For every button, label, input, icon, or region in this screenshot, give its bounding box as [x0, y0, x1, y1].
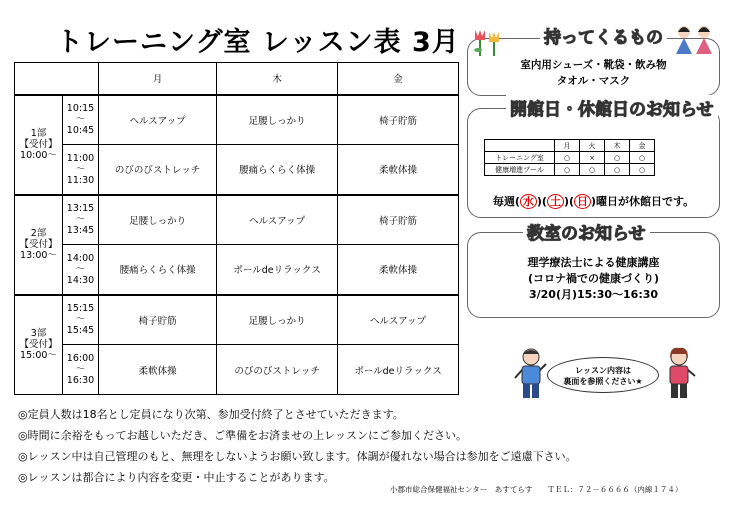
closed-day-wed: 水: [520, 194, 537, 209]
time-cell: 15:15 〜 15:45: [63, 295, 99, 345]
page-title: トレーニング室 レッスン表 3月: [56, 27, 460, 58]
header-blank: [15, 63, 99, 95]
time-cell: 14:00 〜 14:30: [63, 245, 99, 295]
bubble-line-1: レッスン内容は: [575, 366, 631, 375]
class-cell: 柔軟体操: [99, 345, 217, 395]
table-row: [15, 195, 459, 245]
time-cell: 16:00 〜 16:30: [63, 345, 99, 395]
notice-body: [468, 255, 719, 303]
class-cell: 腰痛らくらく体操: [99, 245, 217, 295]
class-cell: 柔軟体操: [338, 145, 459, 195]
open-mark: ○: [630, 164, 655, 176]
class-cell: 椅子貯筋: [99, 295, 217, 345]
table-row: [15, 245, 459, 295]
class-cell: ボールdeリラックス: [217, 245, 338, 295]
open-days-header: 月: [555, 140, 580, 152]
class-cell: ヘルスアップ: [338, 295, 459, 345]
bring-title: 持ってくるもの: [540, 23, 667, 48]
closed-day-sun: 日: [574, 194, 591, 209]
class-cell: 椅子貯筋: [338, 195, 459, 245]
speech-bubble: [547, 357, 659, 393]
notice-line-1: 理学療法士による健康講座: [527, 256, 660, 269]
bubble-line-2: 裏面を参照ください★: [563, 377, 643, 386]
table-row: [15, 145, 459, 195]
notice-box: [467, 224, 720, 318]
open-mark: ○: [555, 152, 580, 164]
time-cell: 11:00 〜 11:30: [63, 145, 99, 195]
notes-list: [18, 404, 577, 488]
dolls-icon: [672, 22, 718, 60]
table-row: [15, 345, 459, 395]
closed-days-line: 毎週( 水 )( 土 )( 日 )曜日が休館日です。: [492, 195, 695, 208]
header-day-mon: 月: [99, 63, 217, 95]
class-cell: 足腰しっかり: [217, 95, 338, 145]
woman-illustration: [660, 346, 698, 406]
open-mark: ○: [605, 164, 630, 176]
class-cell: 足腰しっかり: [99, 195, 217, 245]
class-cell: 柔軟体操: [338, 245, 459, 295]
part-label: 3部 【受付】 15:00〜: [15, 295, 63, 395]
open-mark: ○: [630, 152, 655, 164]
class-cell: ヘルスアップ: [99, 95, 217, 145]
note-item: ◎レッスンは都合により内容を変更・中止することがあります。: [18, 471, 335, 484]
facility-label: 健康増進プール: [485, 164, 555, 176]
bring-line-2: タオル・マスク: [556, 75, 631, 87]
man-illustration: [512, 346, 550, 406]
closed-days-box: [467, 100, 720, 218]
open-mark: ○: [555, 164, 580, 176]
note-item: ◎レッスン中は自己管理のもと、無理をしないようお願い致します。体調が優れない場合は参加をご遠慮下さい。: [18, 450, 577, 463]
time-cell: 10:15 〜 10:45: [63, 95, 99, 145]
part-label: 1部 【受付】 10:00〜: [15, 95, 63, 195]
table-row: [15, 295, 459, 345]
bring-line-1: 室内用シューズ・靴袋・飲み物: [520, 59, 667, 71]
note-item: ◎定員人数は18名とし定員になり次第、参加受付終了とさせていただきます。: [18, 408, 404, 421]
open-mark: ○: [605, 152, 630, 164]
class-cell: 腰痛らくらく体操: [217, 145, 338, 195]
open-mark: ○: [580, 164, 605, 176]
class-cell: のびのびストレッチ: [99, 145, 217, 195]
open-days-header-blank: [485, 140, 555, 152]
header-day-thu: 木: [217, 63, 338, 95]
open-days-header: 木: [605, 140, 630, 152]
notice-line-3: 3/20(月)15:30〜16:30: [528, 288, 659, 301]
closed-days-title: 開館日・休館日のお知らせ: [506, 95, 718, 120]
open-days-header: 金: [630, 140, 655, 152]
note-item: ◎時間に余裕をもってお越しいただき、ご準備をお済ませの上レッスンにご参加ください。: [18, 429, 468, 442]
class-cell: 足腰しっかり: [217, 295, 338, 345]
notice-line-2: (コロナ禍での健康づくり): [527, 272, 660, 285]
footer-contact: 小郡市総合保健福祉センター あすてらす ＴＥＬ：７２－６６６６（内線１７４）: [390, 485, 683, 494]
class-cell: ヘルスアップ: [217, 195, 338, 245]
class-cell: 椅子貯筋: [338, 95, 459, 145]
class-cell: のびのびストレッチ: [217, 345, 338, 395]
notice-title: 教室のお知らせ: [523, 219, 650, 244]
open-days-header: 火: [580, 140, 605, 152]
closed-day-sat: 土: [547, 194, 564, 209]
table-row: [15, 95, 459, 145]
class-cell: ボールdeリラックス: [338, 345, 459, 395]
time-cell: 13:15 〜 13:45: [63, 195, 99, 245]
facility-label: トレーニング室: [485, 152, 555, 164]
part-label: 2部 【受付】 13:00〜: [15, 195, 63, 295]
header-day-fri: 金: [338, 63, 459, 95]
lesson-schedule-table: [14, 62, 459, 395]
flower-icon: [470, 22, 506, 62]
open-mark: ×: [580, 152, 605, 164]
open-days-table: [484, 139, 655, 176]
